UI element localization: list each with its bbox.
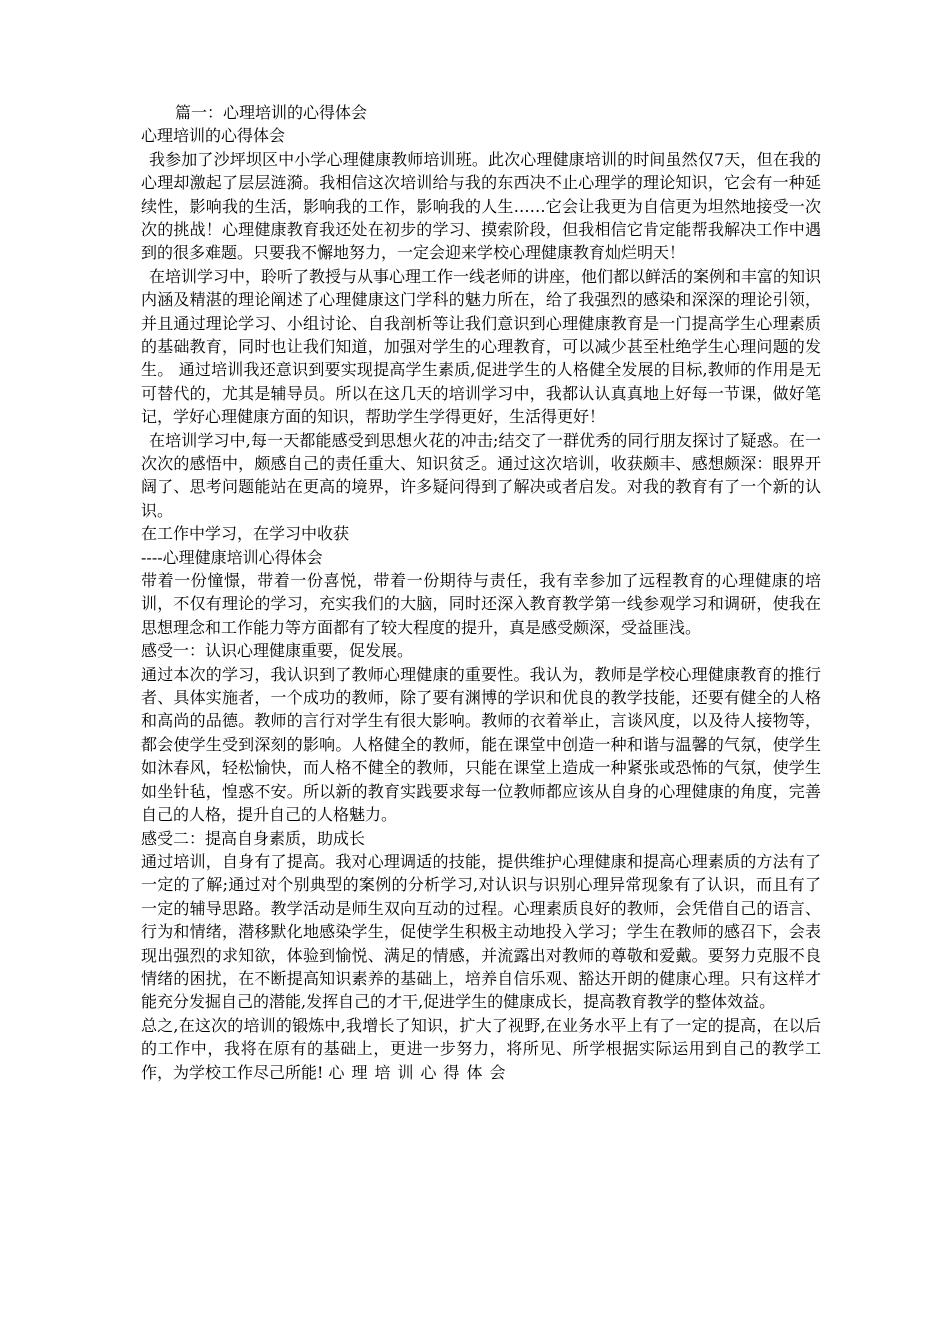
feeling-one-title: 感受一：认识心理健康重要，促发展。 xyxy=(141,641,414,661)
paragraph-7-tail: 心理培训心得体会 xyxy=(328,1062,513,1082)
document-heading: 篇一：心理培训的心得体会 xyxy=(175,103,368,122)
paragraph-1: 我参加了沙坪坝区中小学心理健康教师培训班。此次心理健康培训的时间虽然仅7天，但在我的心理却激起了层层涟漪。我相信这次培训给与我的东西决不止心理学的理论知识，它会有一种延续性，影响我的生活，影响我的工作，影响我的人生……它会让我更为自信更为坦然地接受一次次的挑战！心理健康教育我还处在初步的学习、摸索阶段，但我相信它肯定能帮我解决工作中遇到的很多难题。只要我不懈地努力，一定会迎来学校心理健康教育灿烂明天！ xyxy=(141,149,821,263)
paragraph-5: 通过本次的学习，我认识到了教师心理健康的重要性。我认为，教师是学校心理健康教育的推行者、具体实施者，一个成功的教师，除了要有渊博的学识和优良的教学技能，还要有健全的人格和高尚的品德。教师的言行对学生有很大影响。教师的衣着举止，言谈风度，以及待人接物等，都会使学生受到深刻的影响。人格健全的教师，能在课堂中创造一种和谐与温馨的气氛，使学生如沐春风，轻松愉快，而人格不健全的教师，只能在课堂上造成一种紧张或恐怖的气氛，使学生如坐针毡，惶惑不安。所以新的教育实践要求每一位教师都应该从自身的心理健康的角度，完善自己的人格，提升自己的人格魅力。 xyxy=(141,664,821,825)
paragraph-7-text: 总之,在这次的培训的锻炼中,我增长了知识，扩大了视野,在业务水平上有了一定的提高，在以后的工作中，我将在原有的基础上，更进一步努力，将所见、所学根据实际运用到自己的教学工作，为学校工作尽己所能! xyxy=(141,1015,821,1082)
paragraph-2: 在培训学习中，聆听了教授与从事心理工作一线老师的讲座，他们都以鲜活的案例和丰富的知识内涵及精湛的理论阐述了心理健康这门学科的魅力所在，给了我强烈的感染和深深的理论引领，并且通过理论学习、小组讨论、自我剖析等让我们意识到心理健康教育是一门提高学生心理素质的基础教育，同时也让我们知道，加强对学生的心理教育，可以减少甚至杜绝学生心理问题的发生。 通过培训我还意识到要实现提高学生素质,促进学生的人格健全发展的目标,教师的作用是无可替代的，尤其是辅导员。所以在这几天的培训学习中，我都认认真真地上好每一节课，做好笔记，学好心理健康方面的知识，帮助学生学得更好，生活得更好！ xyxy=(141,266,822,427)
paragraph-6: 通过培训，自身有了提高。我对心理调适的技能，提供维护心理健康和提高心理素质的方法有了一定的了解;通过对个别典型的案例的分析学习,对认识与识别心理异常现象有了认识，而且有了一定的辅导思路。教学活动是师生双向互动的过程。心理素质良好的教师，会凭借自己的语言、行为和情绪，潜移默化地感染学生，促使学生积极主动地投入学习；学生在教师的感召下，会表现出强烈的求知欲，体验到愉悦、满足的情感，并流露出对教师的尊敬和爱戴。要努力克服不良情绪的困扰，在不断提高知识素养的基础上，培养自信乐观、豁达开朗的健康心理。只有这样才能充分发掘自己的潜能,发挥自己的才干,促进学生的健康成长，提高教育教学的整体效益。 xyxy=(141,851,821,1012)
paragraph-4: 带着一份憧憬，带着一份喜悦，带着一份期待与责任，我有幸参加了远程教育的心理健康的培训，不仅有理论的学习，充实我们的大脑，同时还深入教育教学第一线参观学习和调研，使我在思想理念和工作能力等方面都有了较大程度的提升，真是感受颇深，受益匪浅。 xyxy=(141,571,821,637)
document-subheading: 心理培训的心得体会 xyxy=(141,126,286,146)
paragraph-7 xyxy=(141,1014,821,1084)
section-subtitle: ----心理健康培训心得体会 xyxy=(141,547,323,567)
paragraph-3: 在培训学习中,每一天都能感受到思想火花的冲击;结交了一群优秀的同行朋友探讨了疑惑。在一次次的感悟中，颇感自己的责任重大、知识贫乏。通过这次培训，收获颇丰、感想颇深：眼界开阔了、思考问题能站在更高的境界，许多疑问得到了解决或者启发。对我的教育有了一个新的认识。 xyxy=(141,430,821,520)
section-title: 在工作中学习，在学习中收获 xyxy=(141,524,350,544)
document-body xyxy=(141,101,821,1084)
feeling-two-title: 感受二：提高自身素质，助成长 xyxy=(141,828,366,848)
